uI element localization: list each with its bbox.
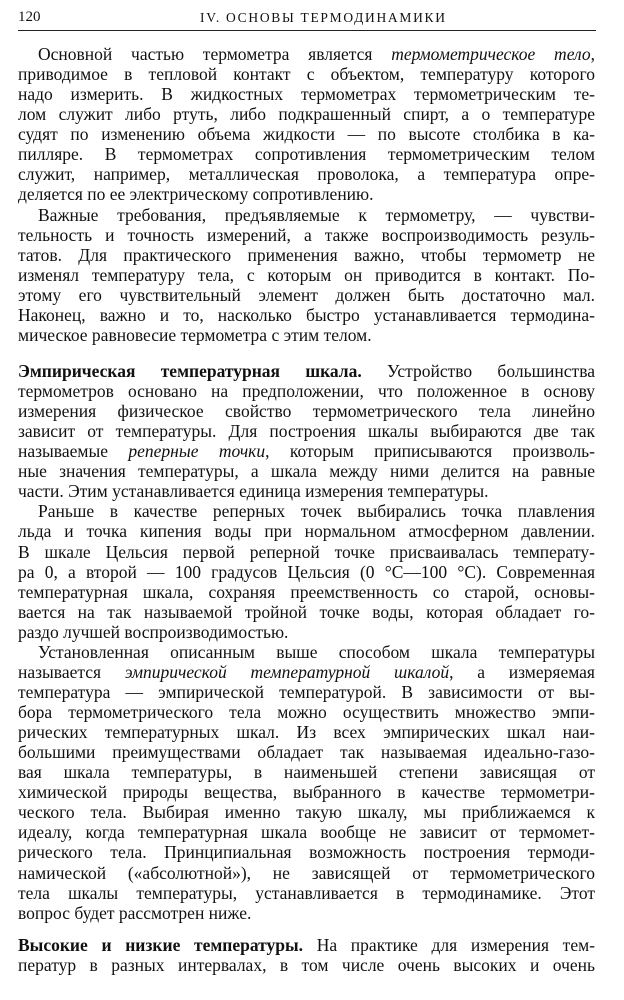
text-line: тела шкалы температуры, устанавливается в термодинамике. Этот: [18, 882, 595, 903]
text-line: бора термометрического тела можно осуществить множество эмпи-: [18, 702, 595, 722]
text-line: температурная шкала, сохраняя преемственность со старой, основы-: [18, 581, 595, 602]
text-line: термометров основано на предположении, что положенное в основу: [18, 381, 595, 401]
text-run: , которым приписываются произволь-: [265, 441, 595, 462]
text-line: мическое равновесие термометра с этим телом.: [18, 324, 372, 345]
text-line: тельность и точность измерений, а также воспроизводимость резуль-: [18, 224, 595, 245]
text-run: называемые: [18, 441, 129, 462]
paragraph-empirical-scale-definition: [18, 642, 595, 923]
text-line: Установленная описанным выше способом шкала температуры: [38, 641, 595, 662]
text-run: На практике для измерения тем-: [303, 934, 595, 955]
paragraph-reference-points: [18, 501, 595, 641]
text-line: изменял температуру тела, с которым он приводится в контакт. По-: [18, 264, 595, 285]
paragraph-thermometer-requirements: [18, 205, 595, 345]
text-line: температура — эмпирической температурой. В зависимости от вы-: [18, 681, 595, 702]
text-line: ные значения температуры, а шкала между ними делится на равные: [18, 461, 595, 482]
text-line: татов. Для практического применения важно, чтобы термометр не: [18, 244, 595, 265]
running-title: IV. ОСНОВЫ ТЕРМОДИНАМИКИ: [200, 10, 447, 25]
text-line: ператур в разных интервалах, в том числе очень высоких и очень: [18, 954, 595, 975]
section-empirical-scale: [18, 361, 595, 501]
text-line: лом служит либо ртуть, либо подкрашенный спирт, а о температуре: [18, 104, 595, 125]
text-line: раздо лучшей воспроизводимостью.: [18, 621, 289, 642]
text-line: рического тела. Принципиальная возможность построения термоди-: [18, 842, 595, 863]
section-high-low-temperatures: [18, 935, 595, 975]
text-line: рических температурных шкал. Из всех эмпирических шкал наи-: [18, 722, 595, 743]
text-line: [18, 441, 595, 461]
text-line: Раньше в качестве реперных точек выбирались точка плавления: [38, 501, 595, 522]
text-line: намической («абсолютной»), не зависящей от термометрического: [18, 862, 595, 883]
text-run: называется: [18, 661, 125, 682]
text-line: химической природы вещества, выбранного в качестве термометри-: [18, 782, 595, 803]
text-line: приводимое в тепловой контакт с объектом, температуру которого: [18, 64, 595, 85]
text-line: Наконец, важно и то, насколько быстро устанавливается термодина-: [18, 304, 595, 325]
text-line: измерения физическое свойство термометрического тела линейно: [18, 401, 595, 422]
header-rule: [18, 30, 596, 31]
body-text: [18, 44, 595, 975]
text-line: идеалу, когда температурная шкала вообще не зависит от термомет-: [18, 822, 595, 843]
italic-term: термометрическое тело: [391, 44, 591, 64]
text-run: , а измеряемая: [449, 661, 595, 682]
text-line: ческого тела. Выбирая именно такую шкалу, мы приближаемся к: [18, 802, 595, 823]
text-line: вается на так называемой тройной точке воды, которая обладает го-: [18, 601, 595, 622]
text-run: Устройство большинства: [361, 360, 595, 381]
italic-term: эмпирической температурной шкалой: [124, 661, 450, 682]
text-line: [18, 662, 595, 682]
text-line: Важные требования, предъявляемые к термометру, — чувстви-: [38, 204, 595, 225]
text-line: [18, 361, 595, 381]
paragraph-thermometric-body: [18, 44, 595, 205]
text-line: судят по изменению объема жидкости — по высоте столбика в ка-: [18, 124, 595, 145]
text-line: [18, 44, 595, 64]
text-line: служит, например, металлическая проволока, а температура опре-: [18, 164, 595, 185]
text-line: надо измерить. В жидкостных термометрах термометрическим те-: [18, 84, 595, 105]
text-line: [18, 935, 595, 955]
text-line: деляется по ее электрическому сопротивлению.: [18, 184, 374, 205]
text-line: льда и точка кипения воды при нормальном атмосферном давлении.: [18, 521, 595, 542]
text-line: большими преимуществами обладает так называемая идеально-газо-: [18, 742, 595, 763]
text-line: части. Этим устанавливается единица измерения температуры.: [18, 481, 489, 502]
page-number: 120: [18, 9, 41, 25]
italic-term: реперные точки: [128, 441, 266, 462]
text-line: В шкале Цельсия первой реперной точке присваивалась температу-: [18, 541, 595, 562]
text-line: вая шкала температуры, в наименьшей степени зависящая от: [18, 762, 595, 783]
section-heading-empirical-scale: Эмпирическая температурная шкала.: [18, 360, 362, 381]
text-line: вопрос будет рассмотрен ниже.: [18, 902, 252, 923]
text-line: этому его чувствительный элемент должен быть достаточно мал.: [18, 284, 595, 305]
text-run: ,: [590, 44, 595, 64]
text-line: ра 0, а второй — 100 градусов Цельсия (0 °C—100 °C). Современная: [18, 561, 595, 582]
section-heading-high-low-temperatures: Высокие и низкие температуры.: [18, 934, 304, 955]
text-run: Основной частью термометра является: [38, 44, 392, 64]
text-line: зависит от температуры. Для построения шкалы выбираются две так: [18, 421, 595, 442]
text-line: пилляре. В термометрах сопротивления термометрическим телом: [18, 144, 595, 165]
